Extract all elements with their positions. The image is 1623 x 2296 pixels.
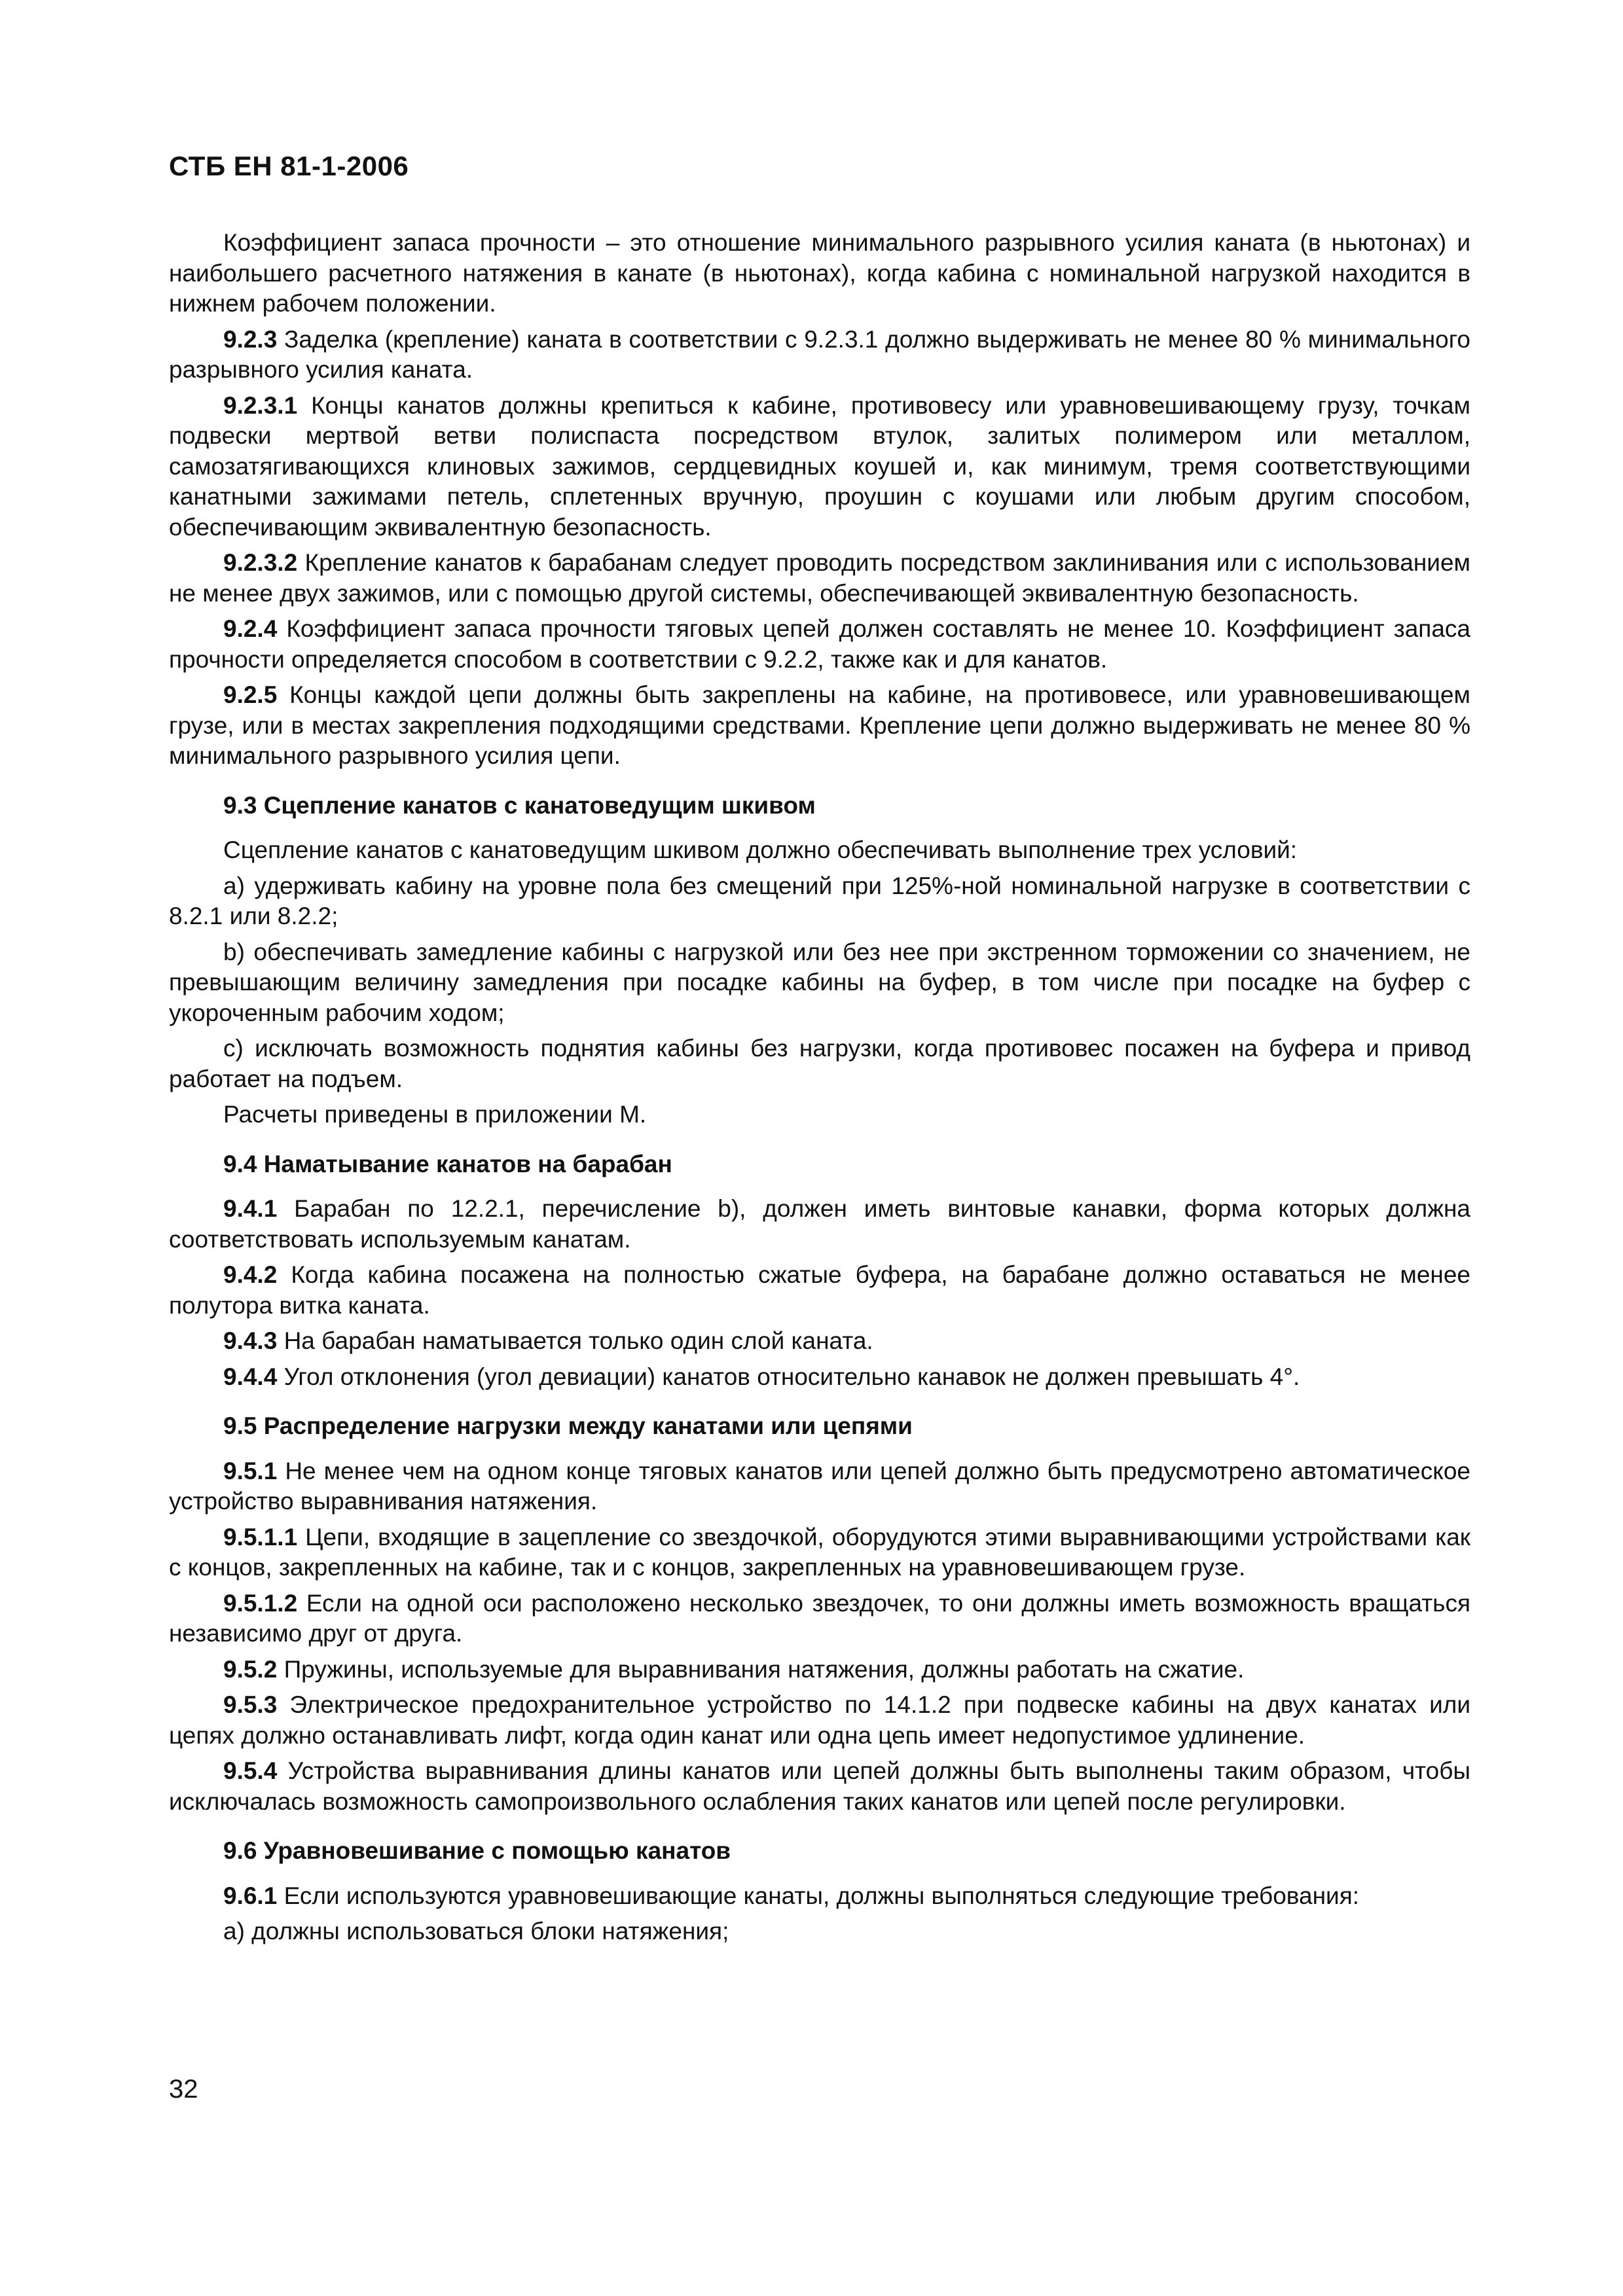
clause-9-2-3-2: 9.2.3.2 Крепление канатов к барабанам следует проводить посредством заклинивания или с использованием не менее двух зажимов, или с помощью другой системы, обеспечивающей эквивалентную безопасность. [169,549,1470,607]
document-code-header: СТБ ЕН 81-1-2006 [169,151,409,181]
clause-9-4-1: 9.4.1 Барабан по 12.2.1, перечисление b), должен иметь винтовые канавки, форма которых должна соответствовать используемым канатам. [169,1195,1470,1253]
clause-9-4-2: 9.4.2 Когда кабина посажена на полностью сжатые буфера, на барабане должно оставаться не менее полутора витка каната. [169,1261,1470,1319]
list-item-b: b) обеспечивать замедление кабины с нагрузкой или без нее при экстренном торможении со значением, не превышающим величину замедления при посадке кабины на буфер, в том числе при посадке на буфер с укороченным рабочим ходом; [169,938,1470,1026]
clause-number: 9.5.4 [223,1757,278,1784]
clause-number: 9.5.2 [223,1655,278,1683]
clause-9-2-3: 9.2.3 Заделка (крепление) каната в соответствии с 9.2.3.1 должно выдерживать не менее 80 % минимального разрывного усилия каната. [169,325,1470,383]
clause-number: 9.4.1 [223,1195,278,1222]
clause-number: 9.4.2 [223,1261,278,1288]
clause-9-4-3: 9.4.3 На барабан наматывается только один слой каната. [223,1327,873,1354]
paragraph-calculations-reference: Расчеты приведены в приложении М. [223,1101,647,1128]
clause-9-5-1-2: 9.5.1.2 Если на одной оси расположено несколько звездочек, то они должны иметь возможность вращаться независимо друг от друга. [169,1589,1470,1647]
clause-number: 9.4.3 [223,1327,278,1354]
clause-number: 9.4.4 [223,1363,278,1390]
list-item-c: c) исключать возможность поднятия кабины без нагрузки, когда противовес посажен на буфера и привод работает на подъем. [169,1035,1470,1092]
page-number: 32 [169,2075,198,2104]
document-body [169,228,1470,1947]
clause-9-6-1: 9.6.1 Если используются уравновешивающие канаты, должны выполняться следующие требования: [223,1882,1360,1909]
clause-9-4-4: 9.4.4 Угол отклонения (угол девиации) канатов относительно канавок не должен превышать 4°. [223,1363,1300,1390]
clause-number: 9.5.3 [223,1691,278,1718]
paragraph-safety-factor-definition: Коэффициент запаса прочности – это отношение минимального разрывного усилия каната (в ньютонах) и наибольшего расчетного натяжения в канате (в ньютонах), когда кабина с номинальной нагрузкой находится в нижнем рабочем положении. [169,229,1470,317]
clause-number: 9.5.1.1 [223,1523,298,1551]
clause-9-5-2: 9.5.2 Пружины, используемые для выравнивания натяжения, должны работать на сжатие. [223,1655,1245,1683]
clause-number: 9.2.3.1 [223,391,298,419]
clause-9-5-1: 9.5.1 Не менее чем на одном конце тяговых канатов или цепей должно быть предусмотрено автоматическое устройство выравнивания натяжения. [169,1457,1470,1515]
clause-number: 9.5.1.2 [223,1589,298,1617]
section-heading-9-5: 9.5 Распределение нагрузки между канатами или цепями [223,1412,913,1439]
clause-number: 9.2.5 [223,681,278,708]
section-heading-9-6: 9.6 Уравновешивание с помощью канатов [223,1837,731,1864]
clause-9-5-1-1: 9.5.1.1 Цепи, входящие в зацепление со звездочкой, оборудуются этими выравнивающими устройствами как с концов, закрепленных на кабине, так и с концов, закрепленных на уравновешивающем грузе. [169,1523,1470,1581]
clause-9-2-5: 9.2.5 Концы каждой цепи должны быть закреплены на кабине, на противовесе, или уравновешивающем грузе, или в местах закрепления подходящими средствами. Крепление цепи должно выдерживать не менее 80 % минимального разрывного усилия цепи. [169,681,1470,769]
paragraph-traction-conditions: Сцепление канатов с канатоведущим шкивом должно обеспечивать выполнение трех условий: [223,836,1298,863]
clause-9-5-3: 9.5.3 Электрическое предохранительное устройство по 14.1.2 при подвеске кабины на двух канатах или цепях должно останавливать лифт, когда один канат или одна цепь имеет недопустимое удлинение. [169,1691,1470,1749]
section-heading-9-3: 9.3 Сцепление канатов с канатоведущим шкивом [223,791,816,819]
clause-number: 9.5.1 [223,1457,278,1484]
clause-number: 9.6.1 [223,1882,278,1909]
list-item-a: a) удерживать кабину на уровне пола без смещений при 125%-ной номинальной нагрузке в соответствии с 8.2.1 или 8.2.2; [169,872,1470,929]
clause-9-2-4: 9.2.4 Коэффициент запаса прочности тяговых цепей должен составлять не менее 10. Коэффициент запаса прочности определяется способом в соответствии с 9.2.2, также как и для канатов. [169,615,1470,673]
list-item-a: a) должны использоваться блоки натяжения; [223,1918,729,1945]
clause-number: 9.2.4 [223,615,278,642]
section-heading-9-4: 9.4 Наматывание канатов на барабан [223,1150,672,1177]
clause-number: 9.2.3 [223,325,278,353]
clause-9-2-3-1: 9.2.3.1 Концы канатов должны крепиться к кабине, противовесу или уравновешивающему грузу, точкам подвески мертвой ветви полиспаста посредством втулок, залитых полимером или металлом, самозатягивающихся клиновых зажимов, сердцевидных коушей и, как минимум, тремя соответствующими канатными зажимами петель, сплетенных вручную, проушин с коушами или любым другим способом, обеспечивающим эквивалентную безопасность. [169,391,1470,541]
clause-9-5-4: 9.5.4 Устройства выравнивания длины канатов или цепей должны быть выполнены таким образом, чтобы исключалась возможность самопроизвольного ослабления таких канатов или цепей после регулировки. [169,1757,1470,1815]
clause-number: 9.2.3.2 [223,549,298,576]
